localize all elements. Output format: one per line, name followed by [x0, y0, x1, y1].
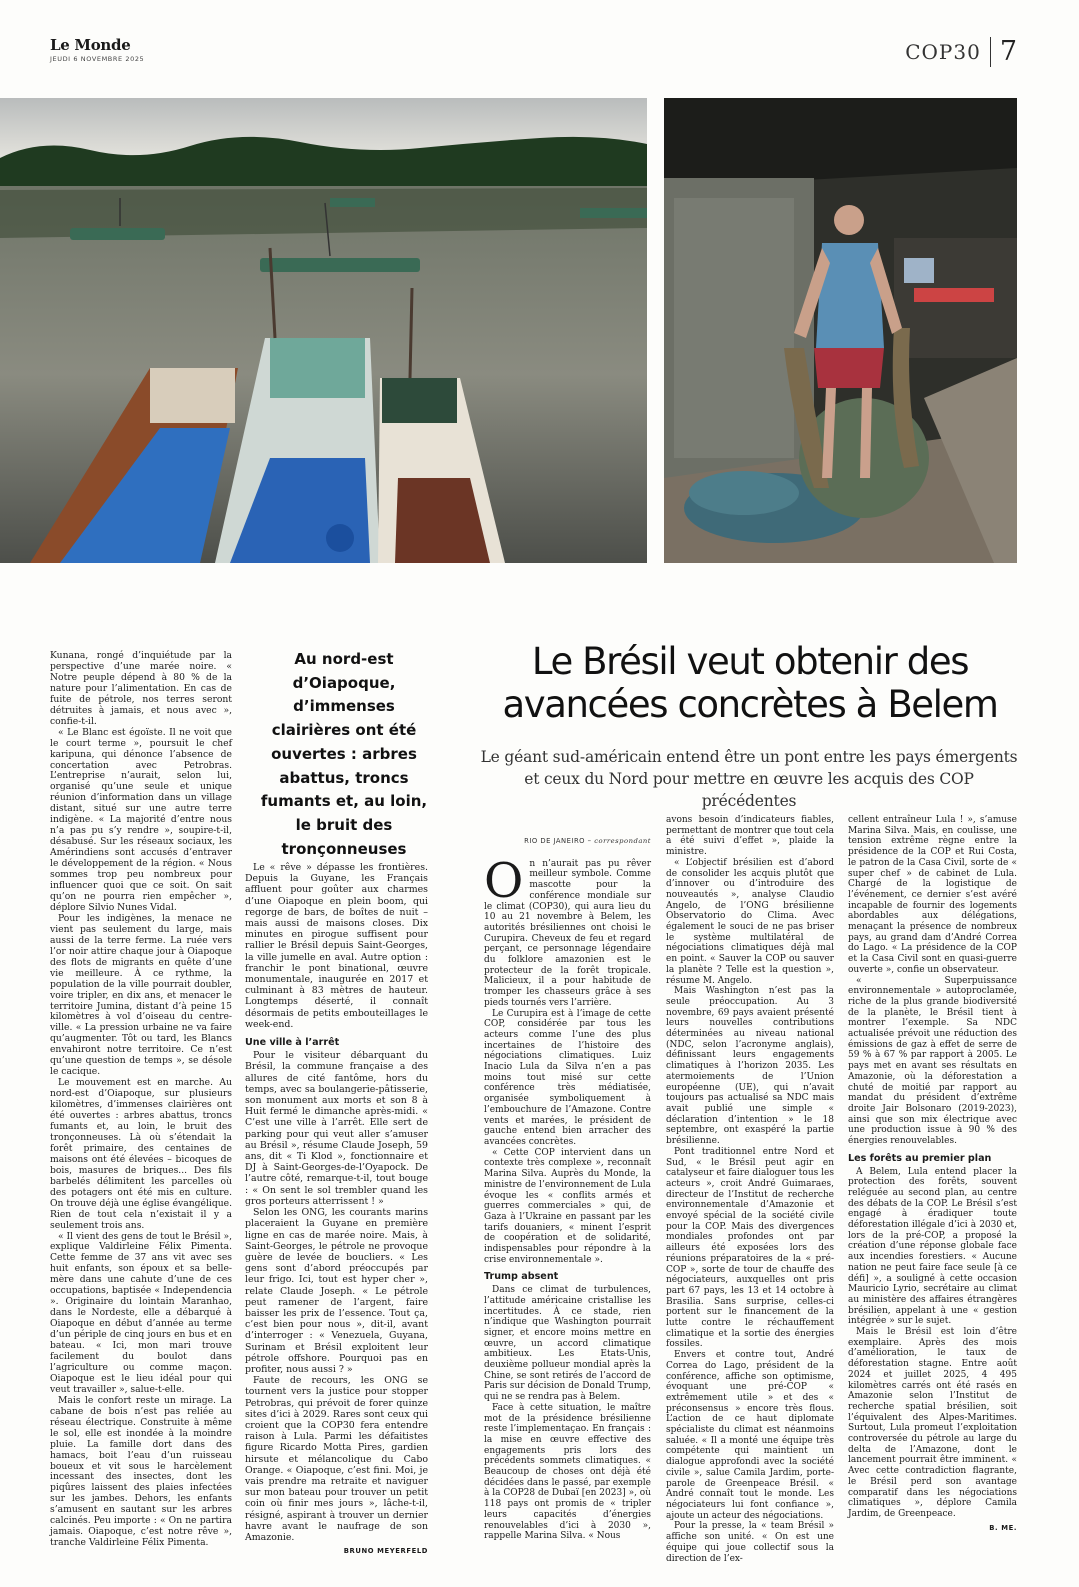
- lead-paragraph: [484, 852, 651, 1009]
- paragraph: Faute de recours, les ONG se tournent vers la justice pour stopper Petrobras, qui prévoit de forer quinze sites d’ici à 2029. Rares sont ceux qui croient que la COP30 fera entendre raison à Lula. Parmi les défaitistes figure Ricardo Motta Pires, gardien hirsute et mélancolique du Cabo Orange. « Oiapoque, c’est fini. Moi, je vais prendre ma retraite et naviguer sur mon bateau pour trouver un petit coin où finir mes jours », lâche-t-il, résigné, aspirant à trouver un dernier havre avant le naufrage de son Amazonie.: [245, 1375, 428, 1543]
- photo-boats-illustration: [0, 98, 647, 563]
- page-number: 7: [999, 36, 1017, 67]
- article-standfirst: Le géant sud-américain entend être un pont entre les pays émergents et ceux du Nord pour mettre en œuvre les acquis des COP précédentes: [480, 748, 1018, 810]
- byline-role: correspondant: [594, 837, 651, 845]
- paragraph: Le « rêve » dépasse les frontières. Depuis la Guyane, les Français affluent pour goûter aux charmes d’une Oiapoque en plein boom, qui regorge de bars, de boîtes de nuit – mais aussi de maisons closes. Dix minutes en pirogue suffisent pour rallier le Brésil depuis Saint-Georges, la ville jumelle en aval. Autre option : franchir le pont binational, œuvre monumentale, inaugurée en 2017 et culminant à 83 mètres de hauteur. Longtemps déserté, il connaît désormais de petits embouteillages le week-end.: [245, 862, 428, 1030]
- lead-text: n n’aurait pas pu rêver meilleur symbole. Comme mascotte pour la conférence mondiale sur le climat (COP30), qui aura lieu du 10 au 21 novembre à Belem, les autorités brésiliennes ont choisi le Curupira. Cheveux de feu et regard perçant, ce personnage légendaire du folklore amazonien est le protecteur de la forêt tropicale. Malicieux, il a pour habitude de tromper les chasseurs grâce à ses pieds tournés vers l’arrière.: [484, 858, 651, 1008]
- left-article-column-2: [245, 862, 428, 1557]
- photo-boats-on-river[interactable]: [0, 98, 647, 563]
- main-article-column-3: [848, 815, 1017, 1533]
- paragraph: « L’objectif brésilien est d’abord de consolider les acquis plutôt que d’innover ou d’introduire des nouveautés », analyse Claudio Angelo, de l’ONG brésilienne Observatorio do Clima. Avec également le souci de ne pas briser le système multilatéral de négociations climatiques déjà mal en point. « Sauver la COP ou sauver la planète ? Telle est la question », résume M. Angelo.: [666, 857, 834, 986]
- byline: [484, 836, 651, 847]
- paragraph: Pont traditionnel entre Nord et Sud, « le Brésil peut agir en catalyseur et faire dialoguer tous les acteurs », croit André Guimaraes, directeur de l’Institut de recherche environnementale d’Amazonie et envoyé spécial de la société civile pour la COP. Mais des divergences mondiales profondes ont par ailleurs été exposées lors des réunions préparatoires de la « pré-COP », sorte de tour de chauffe des négociateurs, auxquelles ont pris part 67 pays, les 13 et 14 octobre à Brasilia. Sans surprise, celles-ci portent sur le financement de la lutte contre le réchauffement climatique et la sortie des énergies fossiles.: [666, 1146, 834, 1350]
- drop-cap: O: [484, 852, 524, 909]
- paragraph: Kunana, rongé d’inquiétude par la perspective d’une marée noire. « Notre peuple dépend à 80 % de la nature pour l’alimentation. En cas de fuite de pétrole, nos terres seront détruites à jamais, et nous avec », confie-t-il.: [50, 650, 232, 727]
- section-header: [905, 36, 1017, 67]
- left-article-column-1: [50, 651, 232, 1549]
- paragraph: Mais le Brésil est loin d’être exemplaire. Après des mois d’amélioration, le taux de déforestation stagne. Entre août 2024 et juillet 2025, 4 495 kilomètres carrés ont été rasés en Amazonie selon l’Institut de recherche spatial brésilien, soit l’équivalent des Alpes-Maritimes. Surtout, Lula promeut l’exploitation controversée du pétrole au large du delta de l’Amazone, dont le lancement pourrait être imminent. « Avec cette contradiction flagrante, le Brésil perd son avantage comparatif dans les négociations climatiques », déplore Camila Jardim, de Greenpeace.: [848, 1327, 1017, 1519]
- photo-fisherman-with-nets[interactable]: [664, 98, 1017, 563]
- subheading: Les forêts au premier plan: [848, 1152, 992, 1164]
- paragraph: Face à cette situation, le maître mot de la présidence brésilienne reste l’implementaçao. En français : la mise en œuvre effective des engagements pris lors des précédents sommets climatiques. « Beaucoup de choses ont déjà été décidées dans le passé, par exemple à la COP28 de Dubaï [en 2023] », où 118 pays ont promis de « tripler leurs capacités d’énergies renouvelables d’ici à 2030 », rappelle Marina Silva. « Nous: [484, 1402, 652, 1542]
- issue-date: JEUDI 6 NOVEMBRE 2025: [50, 55, 145, 63]
- paragraph: Le mouvement est en marche. Au nord-est d’Oiapoque, sur plusieurs kilomètres, d’immenses clairières ont été ouvertes : arbres abattus, troncs fumants et, au loin, le bruit des tronçonneuses. Là où s’étendait la forêt primaire, des centaines de maisons ont été élevées – bicoques de bois, masures de briques... Des fils barbelés délimitent les parcelles où des potagers ont été mis en culture. On trouve déjà une église évangélique. Rien de tout cela n’existait il y a seulement trois ans.: [50, 1077, 232, 1231]
- paragraph: Selon les ONG, les courants marins placeraient la Guyane en première ligne en cas de marée noire. Mais, à Saint-Georges, le pétrole ne provoque guère de levée de boucliers. « Les gens sont d’abord préoccupés par leur frigo. Ici, tout est hyper cher », relate Claude Joseph. « Le pétrole peut ramener de l’argent, faire baisser les prix de l’essence. Tout ça, c’est bien pour nous », dit-il, avant d’interroger : « Venezuela, Guyana, Surinam et Brésil exploitent leur pétrole offshore. Pourquoi pas en profiter, nous aussi ? »: [245, 1207, 428, 1375]
- paragraph: A Belem, Lula entend placer la protection des forêts, souvent reléguée au second plan, au centre des débats de la COP. Le Brésil s’est engagé à éradiquer toute déforestation illégale d’ici à 2030 et, lors de la pré-COP, a proposé la création d’une réponse globale face aux incendies forestiers. « Aucune nation ne peut faire face seule [à ce défi] », a souligné à cette occasion Mauricio Lyrio, secrétaire au climat au ministère des affaires étrangères brésilien, appelant à une « gestion intégrée » sur le sujet.: [848, 1166, 1017, 1327]
- paragraph: Pour le visiteur débarquant du Brésil, la commune française a des allures de cité fantôme, hors du temps, avec sa boulangerie-pâtisserie, son monument aux morts et son 8 à Huit fermé le dimanche après-midi. « C’est une ville à l’arrêt. Elle sert de parking pour qui veut aller s’amuser au Brésil », résume Claude Joseph, 59 ans, dit « Ti Klod », fonctionnaire et DJ à Saint-Georges-de-l’Oyapock. De l’autre côté, remarque-t-il, tout bouge : « On sent le sol trembler quand les gros porteurs atterrissent ! »: [245, 1050, 428, 1207]
- subheading: Une ville à l’arrêt: [245, 1037, 340, 1049]
- pull-quote: Au nord-est d’Oiapoque, d’immenses clairières ont été ouvertes : arbres abattus, troncs fumants et, au loin, le bruit des tronçonneuses: [260, 650, 428, 858]
- paragraph: avons besoin d’indicateurs fiables, permettant de montrer que tout cela a été suivi d’effet », plaide la ministre.: [666, 815, 834, 858]
- paragraph: « Superpuissance environnementale » autoproclamée, riche de la plus grande biodiversité de la planète, le Brésil tient à montrer l’exemple. Sa NDC actualisée prévoit une réduction des émissions de gaz à effet de serre de 59 % à 67 % par rapport à 2005. Le pays met en avant ses résultats en Amazonie, où la déforestation a chuté de moitié par rapport au mandat du président d’extrême droite Jair Bolsonaro (2019-2023), ainsi que son mix électrique avec une production issue à 90 % des énergies renouvelables.: [848, 975, 1017, 1147]
- photo-fisherman-illustration: [664, 98, 1017, 563]
- newspaper-logo[interactable]: Le Monde: [50, 36, 131, 54]
- byline-place: RIO DE JANEIRO –: [524, 837, 592, 845]
- main-article-column-2: [666, 815, 834, 1564]
- paragraph: Pour la presse, la « team Brésil » affiche son unité. « On est une équipe qui joue collectif sous la direction de l’ex-: [666, 1521, 834, 1564]
- section-name: COP30: [905, 39, 981, 64]
- paragraph: « Cette COP intervient dans un contexte très complexe », reconnaît Marina Silva. Auprès du Monde, la ministre de l’environnement de Lula évoque les « conflits armés et guerres commerciales » qui, de Gaza à l’Ukraine en passant par les tarifs douaniers, « minent l’esprit de coopération et de solidarité, indispensables pour répondre à la crise environnementale ».: [484, 1147, 651, 1265]
- author-signature: BRUNO MEYERFELD: [343, 1547, 428, 1556]
- main-article-column-1: [484, 836, 651, 1542]
- author-signature: B. ME.: [989, 1523, 1017, 1532]
- paragraph: Envers et contre tout, André Correa do Lago, président de la conférence, affiche son optimisme, évoquant une pré-COP « extrêmement utile » et des « préconsensus » encore très flous. L’action de ce haut diplomate spécialiste du climat est néanmoins saluée. « Il a monté une équipe très compétente qui maintient un dialogue approfondi avec la société civile », salue Camila Jardim, porte-parole de Greenpeace Brésil. « André connaît tout le monde. Les négociateurs lui font confiance », ajoute un acteur des négociations.: [666, 1350, 834, 1521]
- paragraph: cellent entraîneur Lula ! », s’amuse Marina Silva. Mais, en coulisse, une tension extrême règne entre la présidence de la COP et Rui Costa, le patron de la Casa Civil, sorte de « super chef » de cabinet de Lula. Chargé de la logistique de l’événement, ce dernier s’est avéré incapable de fournir des logements abordables aux délégations, menaçant la présence de nombreux pays, au grand dam d’André Correa do Lago. « La présidence de la COP et la Casa Civil sont en quasi-guerre ouverte », confie un observateur.: [848, 815, 1017, 975]
- paragraph: « Il vient des gens de tout le Brésil », explique Valdirleine Félix Pimenta. Cette femme de 37 ans vit avec ses huit enfants, son époux et sa belle-mère dans une cahute d’une de ces occupations, baptisée « Independencia ». Originaire du lointain Maranhao, dans le Nordeste, elle a débarqué à Oiapoque en début d’année au terme d’un périple de cinq jours en bus et en bateau. « Ici, mon mari trouve facilement du boulot dans l’agriculture ou comme maçon. Oiapoque est le lieu idéal pour qui veut travailler », salue-t-elle.: [50, 1230, 232, 1395]
- subheading: Trump absent: [484, 1271, 559, 1283]
- paragraph: « Le Blanc est égoïste. Il ne voit que le court terme », poursuit le chef karipuna, qui dénonce l’absence de concertation avec Petrobras. L’entreprise n’aurait, selon lui, organisé qu’une seule et unique réunion d’information dans un village distant, situé sur une autre terre indigène. « La majorité d’entre nous n’a pas pu s’y rendre », soupire-t-il, désabusé. Sur les réseaux sociaux, les Amérindiens sont accusés d’entraver le développement de la région. « Nous sommes trop peu nombreux pour influencer quoi que ce soit. On sait qu’on ne pourra rien empêcher », déplore Silvio Nunes Vidal.: [50, 726, 232, 913]
- masthead: [50, 36, 144, 63]
- paragraph: Le Curupira est à l’image de cette COP, considérée par tous les acteurs comme l’une des plus incertaines de l’histoire des négociations climatiques. Luiz Inacio Lula da Silva n’en a pas moins tout misé sur cette conférence très médiatisée, organisée symboliquement à l’embouchure de l’Amazone. Contre vents et marées, le président de gauche entend bien arracher des avancées concrètes.: [484, 1008, 651, 1147]
- article-headline[interactable]: Le Brésil veut obtenir des avancées concrètes à Belem: [502, 640, 998, 726]
- paragraph: Mais le confort reste un mirage. La cabane de bois n’est pas reliée au réseau électrique. Construite à même le sol, elle est inondée à la moindre pluie. La famille dort dans des hamacs, boit l’eau d’un ruisseau boueux et vit sous le harcèlement incessant des insectes, dont les piqûres laissent des plaies infectées sur les jambes. Dehors, les enfants s’amusent en sautant sur les arbres calcinés. Peu importe : « On ne partira jamais. Oiapoque, c’est notre rêve », tranche Valdirleine Félix Pimenta.: [50, 1394, 232, 1549]
- paragraph: Mais Washington n’est pas la seule préoccupation. Au 3 novembre, 69 pays avaient présenté leurs nouvelles contributions déterminées au niveau national (NDC, selon l’acronyme anglais), définissant leurs engagements climatiques à l’horizon 2035. Les atermoiements de l’Union européenne (UE), qui n’avait toujours pas actualisé sa NDC mais avait publié une simple « déclaration d’intention » le 18 septembre, ont exaspéré la partie brésilienne.: [666, 986, 834, 1147]
- section-divider: [990, 37, 991, 67]
- paragraph: Dans ce climat de turbulences, l’attitude américaine cristallise les incertitudes. À ce stade, rien n’indique que Washington pourrait signer, et encore moins mettre en œuvre, un accord climatique ambitieux. Les Etats-Unis, deuxième pollueur mondial après la Chine, se sont retirés de l’accord de Paris sur décision de Donald Trump, qui ne se rendra pas à Belem.: [484, 1285, 651, 1403]
- paragraph: Pour les indigènes, la menace ne vient pas seulement du large, mais aussi de la terre ferme. La ruée vers l’or noir attire chaque jour à Oiapoque des flots de migrants en quête d’une vie meilleure. À ce rythme, la population de la ville pourrait doubler, voire tripler, en dix ans, et menacer le territoire Jumina, distant d’à peine 15 kilomètres à vol d’oiseau du centre-ville. « La pression urbaine ne va faire qu’augmenter. Tôt ou tard, les Blancs envahiront notre territoire. Ce n’est qu’une question de temps », se désole le cacique.: [50, 912, 232, 1078]
